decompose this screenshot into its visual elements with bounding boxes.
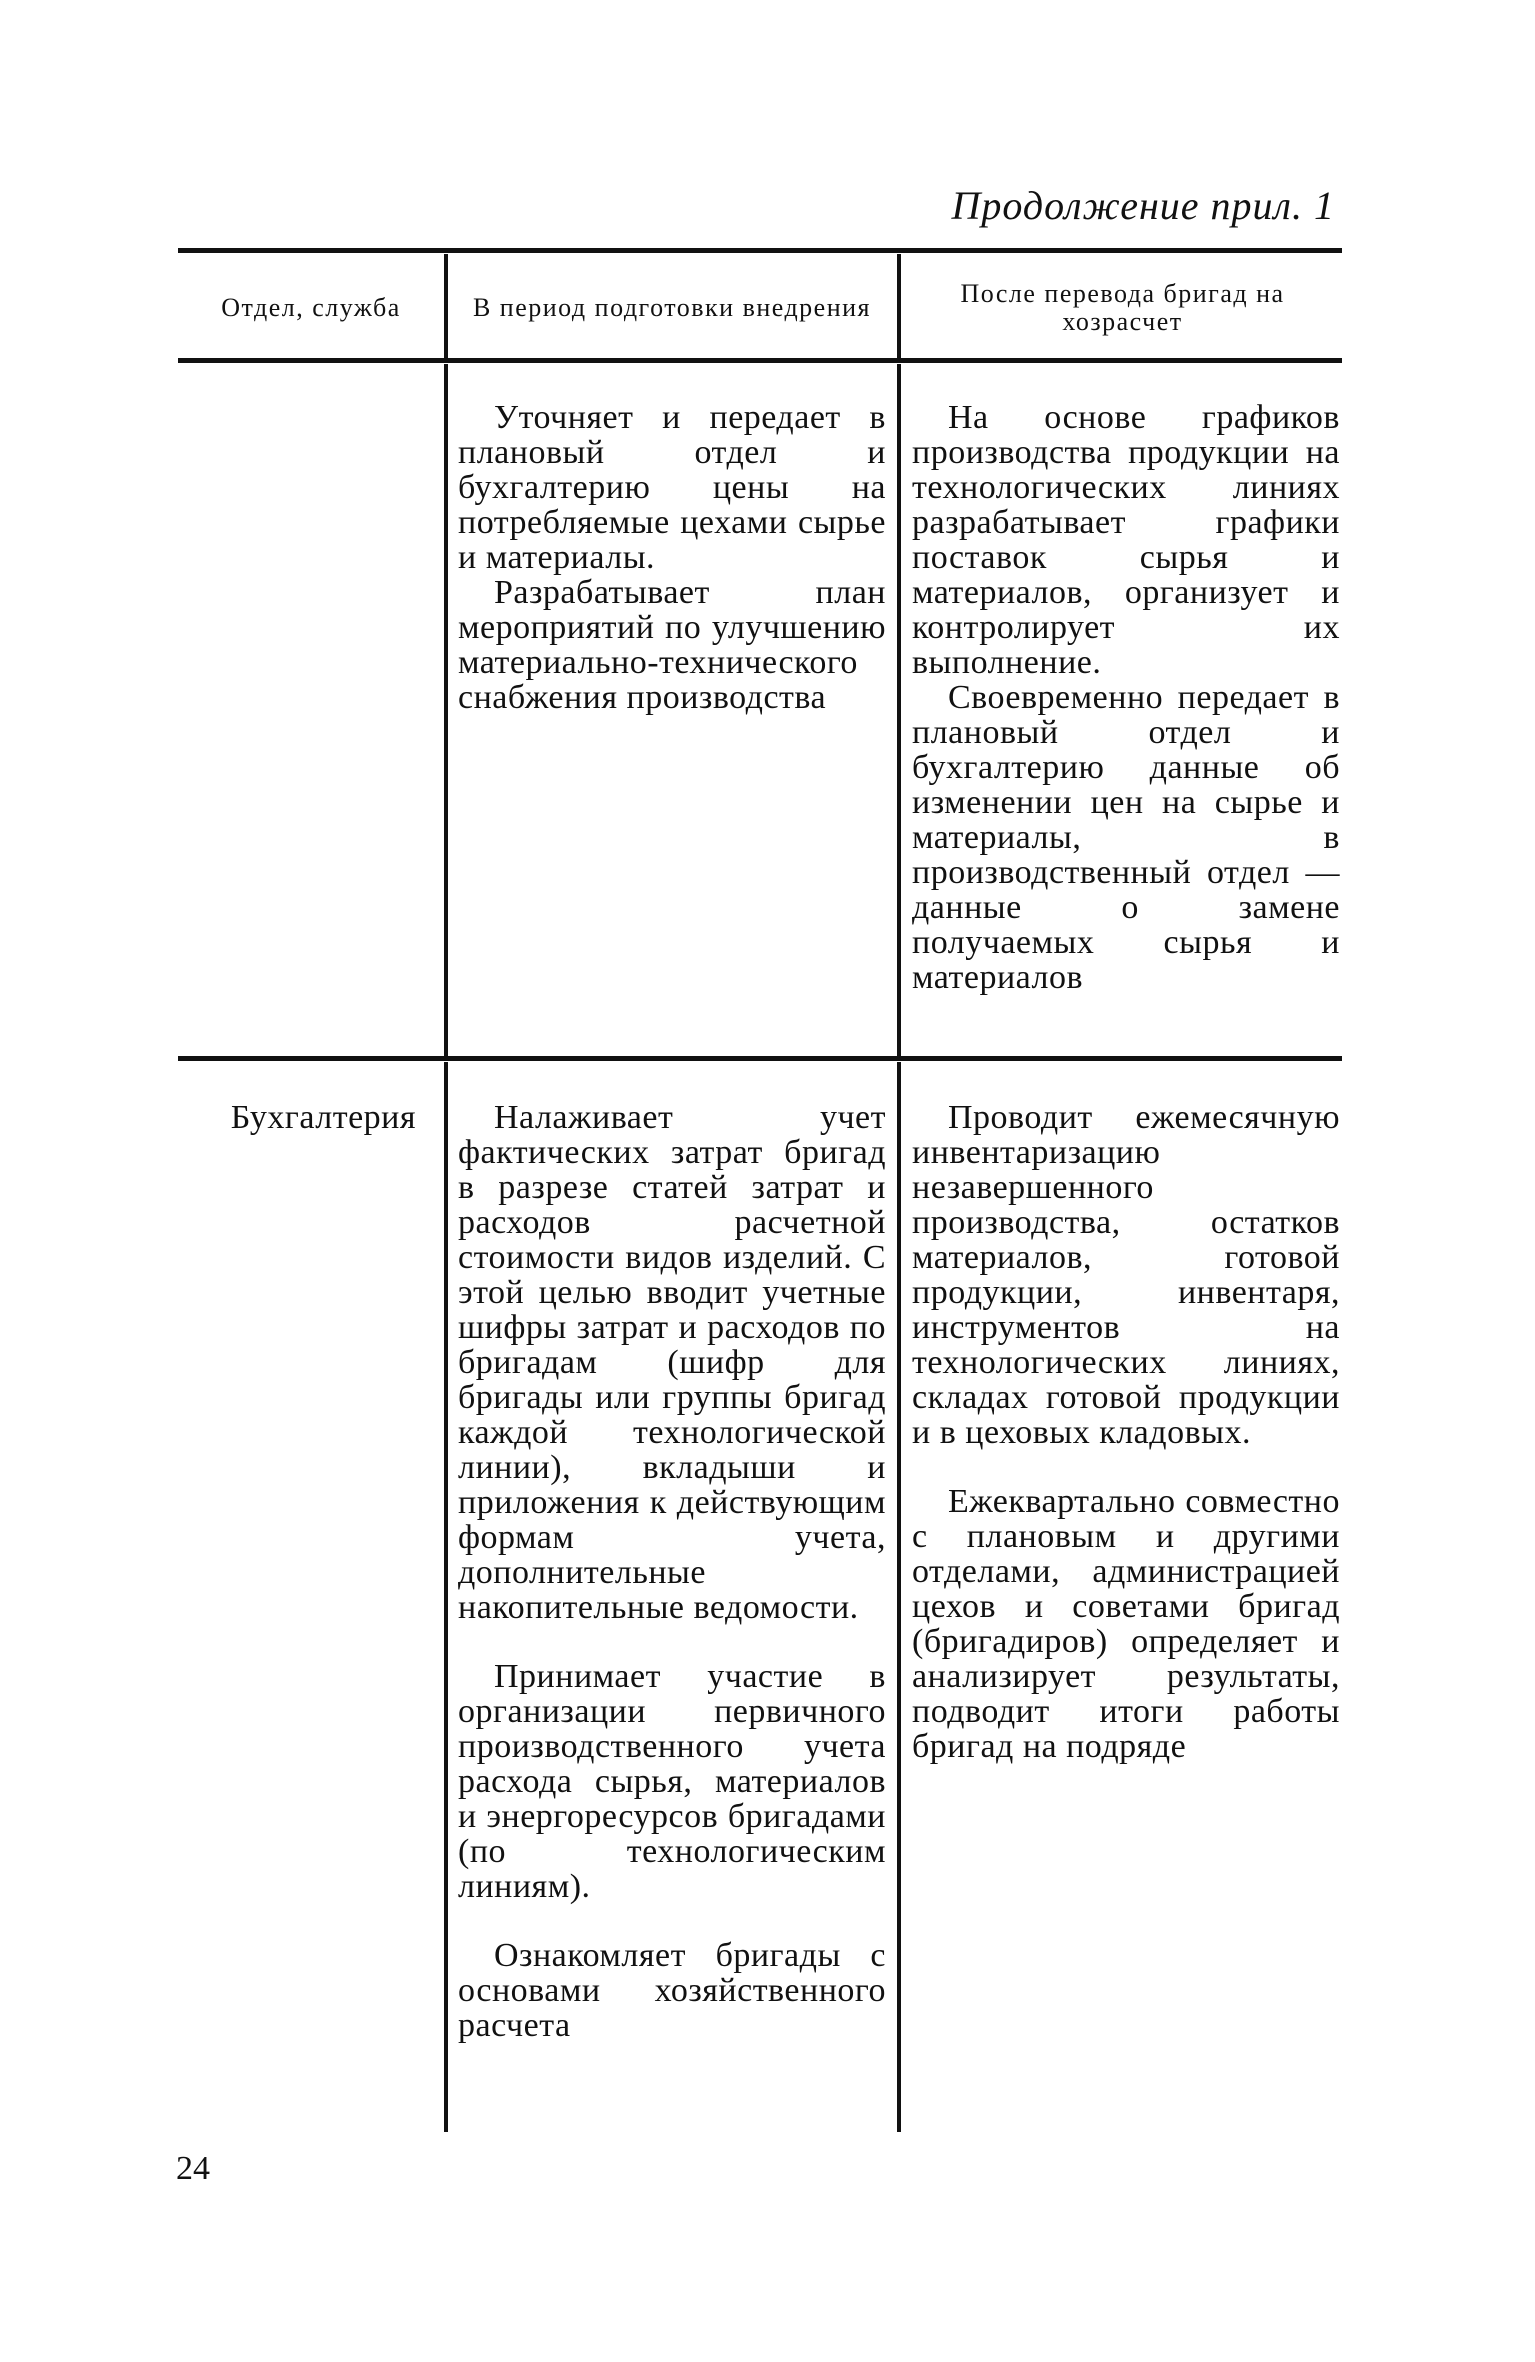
paragraph: Ежеквартально совместно с плановым и другими отделами, администрацией цехов и советами бригад (бригадиров) определяет и анализирует результаты, подводит итоги работы бригад на подряде [912,1483,1340,1765]
row1-after-cell [912,400,1340,995]
column-divider [444,254,448,358]
page-number: 24 [176,2150,210,2187]
row2-after-cell [912,1100,1340,1764]
paragraph: Налаживает учет фактических затрат бригад в разрезе статей затрат и расходов расчетной стоимости видов изделий. С этой целью вводит учетные шифры затрат и расходов по бригадам (шифр для бригады или группы бригад каждой технологической линии), вкладыши и приложения к действующим формам учета, дополнительные накопительные ведомости. [458,1099,886,1626]
row-divider-rule [178,1056,1342,1061]
column-divider [897,364,901,1056]
column-divider [897,254,901,358]
paragraph: Принимает участие в организации первичного производственного учета расхода сырья, материалов и энергоресурсов бригадами (по технологическим линиям). [458,1658,886,1905]
row2-preparation-cell [458,1100,886,2043]
paragraph: Ознакомляет бригады с основами хозяйственного расчета [458,1937,886,2044]
header-bottom-rule [178,358,1342,363]
table-top-rule [178,248,1342,253]
column-divider [897,1062,901,2132]
paragraph: Разрабатывает план мероприятий по улучшению материально-технического снабжения производства [458,574,886,716]
header-preparation: В период подготовки внедрения [472,293,872,322]
header-department: Отдел, служба [221,293,401,322]
paragraph: Своевременно передает в плановый отдел и бухгалтерию данные об изменении цен на сырье и материалы, в производственный отдел — данные о замене получаемых сырья и материалов [912,679,1340,996]
row1-preparation-cell [458,400,886,715]
paragraph: На основе графиков производства продукции на технологических линиях разрабатывает графики поставок сырья и материалов, организует и контролирует их выполнение. [912,399,1340,681]
paragraph: Проводит ежемесячную инвентаризацию незавершенного производства, остатков материалов, готовой продукции, инвентаря, инструментов на технологических линиях, складах готовой продукции и в цеховых кладовых. [912,1099,1340,1451]
header-after: После перевода бригад на хозрасчет [960,279,1285,336]
continuation-label: Продолжение прил. 1 [951,183,1335,228]
column-divider [444,364,448,1056]
column-divider [444,1062,448,2132]
row2-department-cell: Бухгалтерия [230,1099,416,1136]
paragraph: Уточняет и передает в плановый отдел и бухгалтерию цены на потребляемые цехами сырье и материалы. [458,399,886,576]
